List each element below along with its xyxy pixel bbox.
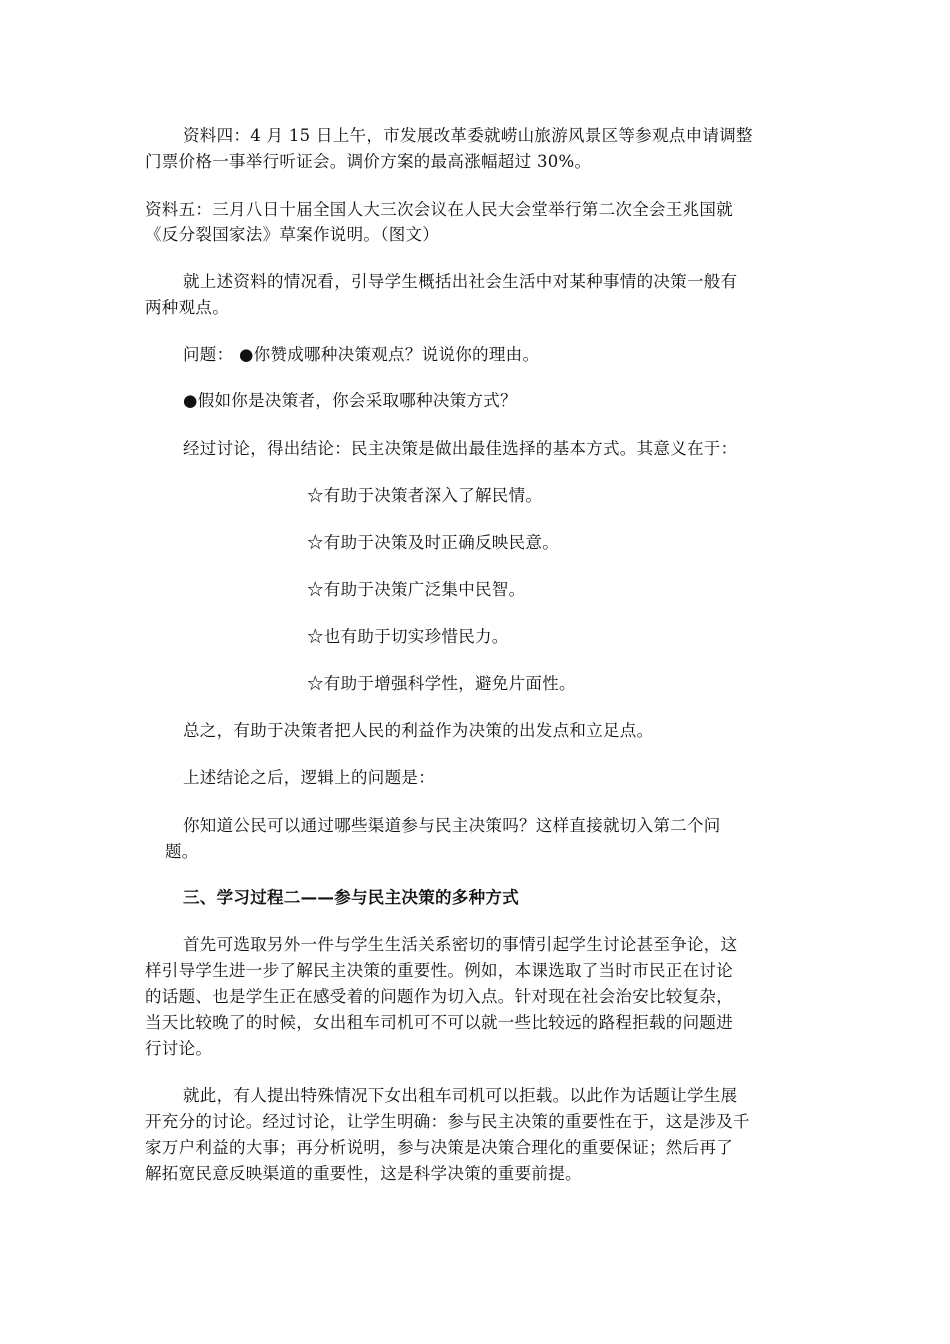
text-line: 《反分裂国家法》草案作说明。（图文）: [145, 225, 440, 244]
list-item: ☆有助于增强科学性，避免片面性。: [307, 674, 576, 693]
question-two: ●假如你是决策者，你会采取哪种决策方式？: [183, 391, 517, 410]
list-item: ☆有助于决策者深入了解民情。: [307, 486, 543, 505]
text-line: 你知道公民可以通过哪些渠道参与民主决策吗？这样直接就切入第二个问: [183, 816, 721, 835]
text-line: 资料五：三月八日十届全国人大三次会议在人民大会堂举行第二次全会王兆国就: [145, 200, 733, 219]
conclusion-line: 经过讨论，得出结论：民主决策是做出最佳选择的基本方式。其意义在于：: [183, 439, 738, 458]
text-line: 家万户利益的大事；再分析说明，参与决策是决策合理化的重要保证；然后再了: [145, 1138, 733, 1157]
text-line: 行讨论。: [145, 1039, 213, 1058]
text-line: 门票价格一事举行听证会。调价方案的最高涨幅超过 30%。: [145, 152, 592, 171]
text-line: 资料四：4 月 15 日上午，市发展改革委就崂山旅游风景区等参观点申请调整: [183, 126, 753, 145]
text-line: 两种观点。: [145, 298, 229, 317]
text-line: 题。: [165, 842, 199, 861]
section-heading: 三、学习过程二——参与民主决策的多种方式: [183, 888, 519, 907]
text-line: 开充分的讨论。经过讨论，让学生明确：参与民主决策的重要性在于，这是涉及千: [145, 1112, 750, 1131]
in-short-line: 总之，有助于决策者把人民的利益作为决策的出发点和立足点。: [183, 721, 654, 740]
text-line: 就此，有人提出特殊情况下女出租车司机可以拒载。以此作为话题让学生展: [183, 1086, 738, 1105]
text-line: 首先可选取另外一件与学生生活关系密切的事情引起学生讨论甚至争论，这: [183, 935, 738, 954]
text-line: 解拓宽民意反映渠道的重要性，这是科学决策的重要前提。: [145, 1164, 582, 1183]
text-line: 就上述资料的情况看，引导学生概括出社会生活中对某种事情的决策一般有: [183, 272, 738, 291]
text-line: 当天比较晚了的时候，女出租车司机可不可以就一些比较远的路程拒载的问题进: [145, 1013, 733, 1032]
list-item: ☆有助于决策广泛集中民智。: [307, 580, 526, 599]
text-line: 的话题、也是学生正在感受着的问题作为切入点。针对现在社会治安比较复杂，: [145, 987, 733, 1006]
logic-question-line: 上述结论之后，逻辑上的问题是：: [183, 768, 435, 787]
question-one: 问题： ●你赞成哪种决策观点？说说你的理由。: [183, 345, 540, 364]
list-item: ☆有助于决策及时正确反映民意。: [307, 533, 559, 552]
text-line: 样引导学生进一步了解民主决策的重要性。例如，本课选取了当时市民正在讨论: [145, 961, 733, 980]
list-item: ☆也有助于切实珍惜民力。: [307, 627, 509, 646]
